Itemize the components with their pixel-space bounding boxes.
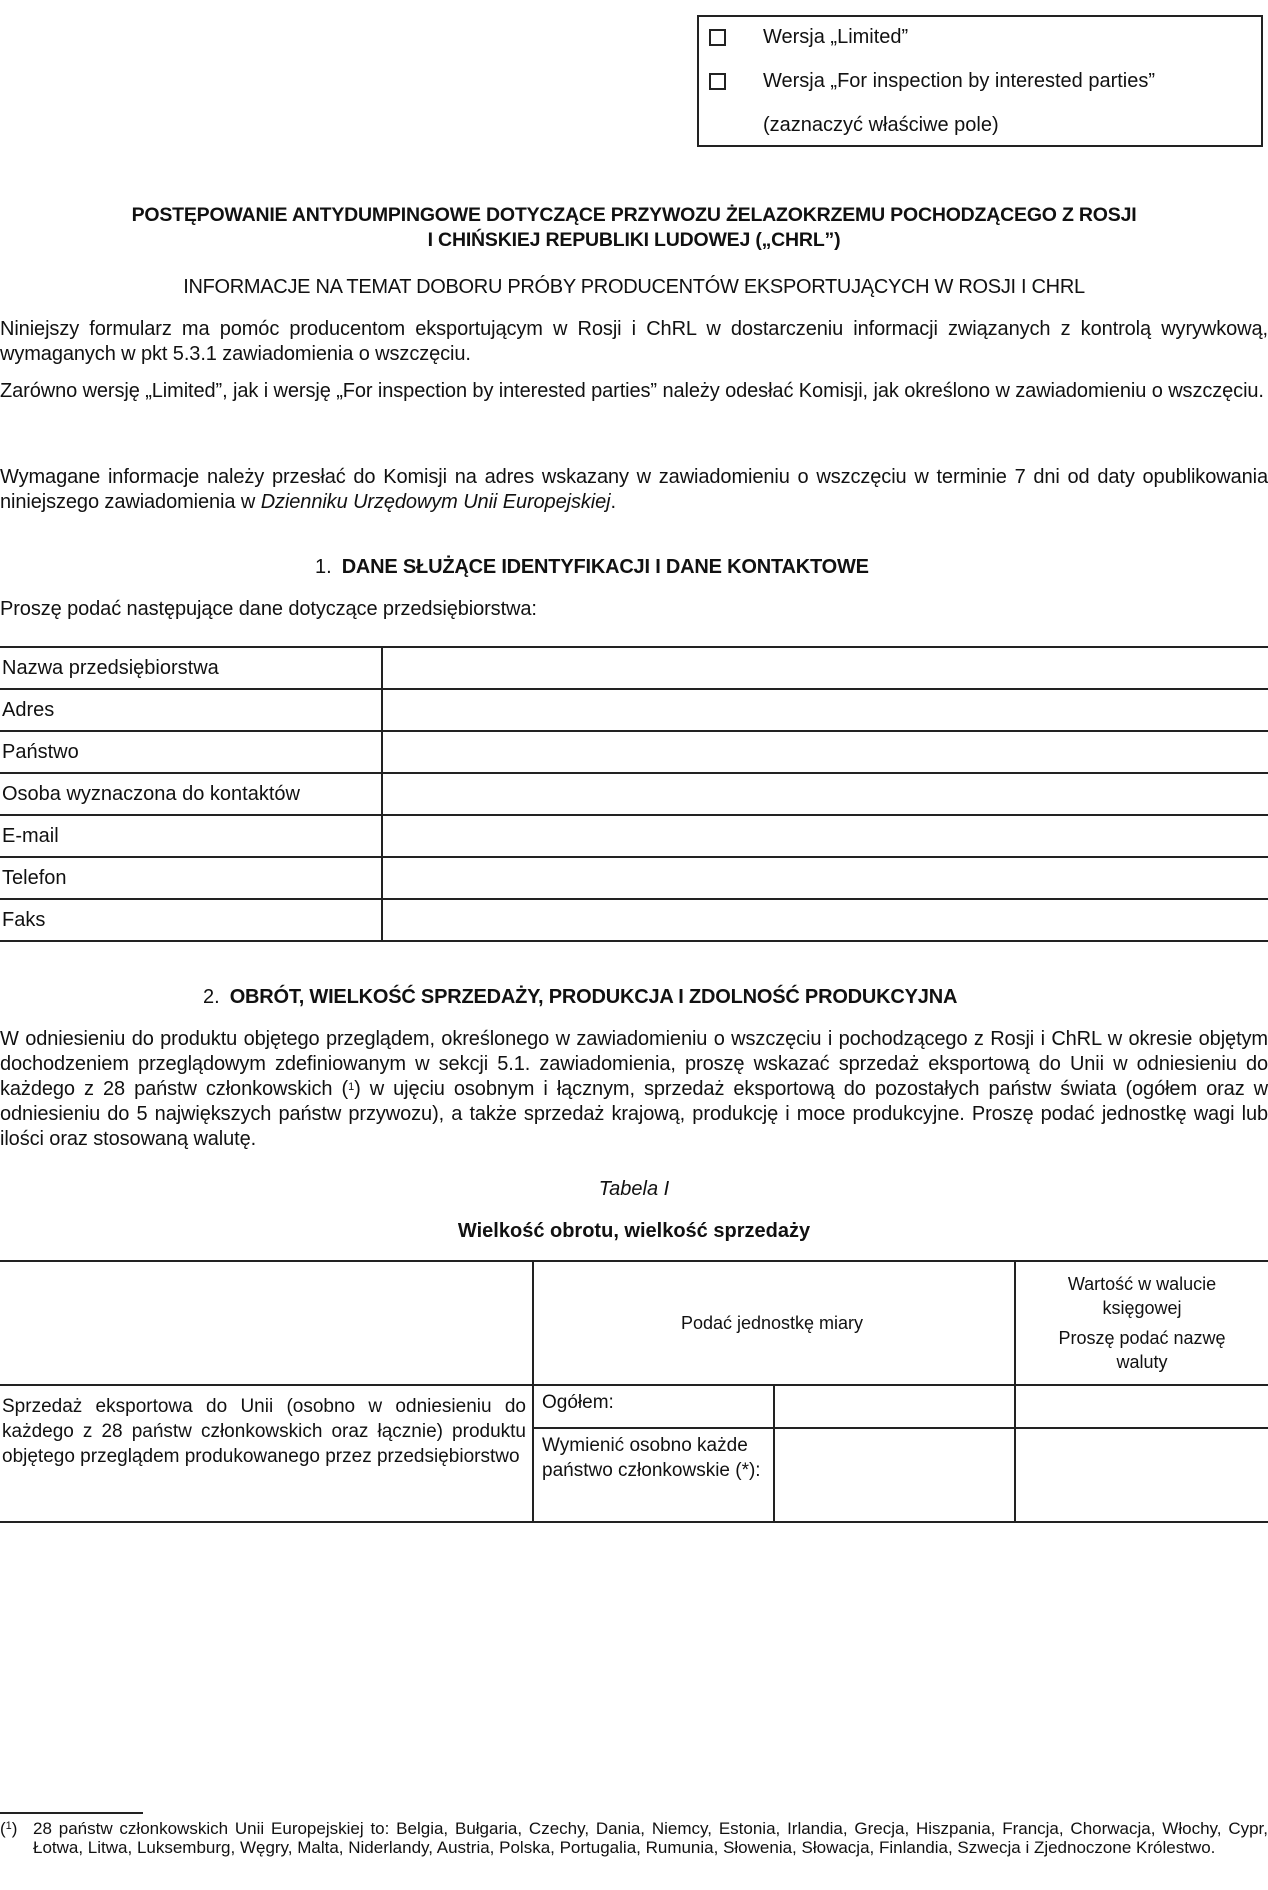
country-field[interactable]: [382, 731, 1268, 773]
document-title: [40, 203, 1228, 253]
table-row: [0, 857, 1268, 899]
checkbox-inspection[interactable]: [709, 73, 726, 90]
footnote-number: 1: [5, 1820, 12, 1832]
contact-person-field[interactable]: [382, 773, 1268, 815]
sales-volume-table: [0, 1260, 1268, 1523]
paragraph-text: Wymagane informacje należy przesłać do Komisji na adres wskazany w zawiadomieniu o wszczęciu w terminie 7 dni od daty opublikowania niniejszego zawiadomienia w: [0, 466, 1268, 513]
version-option-label: Wersja „For inspection by interested parties”: [763, 69, 1156, 92]
phone-field[interactable]: [382, 857, 1268, 899]
instruction-text: (zaznaczyć właściwe pole): [763, 113, 999, 136]
section-title: OBRÓT, WIELKOŚĆ SPRZEDAŻY, PRODUKCJA I ZDOLNOŚĆ PRODUKCYJNA: [229, 986, 958, 1008]
field-label: Państwo: [0, 731, 382, 773]
company-name-field[interactable]: [382, 647, 1268, 689]
table-header-row: [0, 1261, 1268, 1385]
field-label: Telefon: [0, 857, 382, 899]
currency-header: [1015, 1261, 1268, 1385]
section-number: 2.: [203, 986, 220, 1008]
unit-header: Podać jednostkę miary: [533, 1261, 1015, 1385]
intro-paragraph-1: Niniejszy formularz ma pomóc producentom eksportującym w Rosji i ChRL w dostarczeniu informacji związanych z kontrolą wyrywkową, wymaganych w pkt 5.3.1 zawiadomienia o wszczęciu.: [0, 318, 1268, 365]
footnote-separator: [0, 1812, 143, 1814]
total-currency-value-cell[interactable]: [1015, 1385, 1268, 1428]
section-2-heading: [203, 985, 957, 1010]
checkbox-limited[interactable]: [709, 29, 726, 46]
sub-row-label-per-member-state: Wymienić osobno każde państwo członkowskie (*):: [533, 1428, 774, 1522]
table-row: [0, 647, 1268, 689]
section-1-heading: [315, 555, 869, 580]
title-line-1: POSTĘPOWANIE ANTYDUMPINGOWE DOTYCZĄCE PRZYWOZU ŻELAZOKRZEMU POCHODZĄCEGO Z ROSJI: [131, 204, 1137, 226]
title-line-2: I CHIŃSKIEJ REPUBLIKI LUDOWEJ („CHRL”): [427, 229, 841, 251]
paragraph-text: W odniesieniu do produktu objętego przeglądem, określonego w zawiadomieniu o wszczęciu i pochodzącego z Rosji i ChRL w okresie objętym dochodzeniem przeglądowym zdefiniowanym w sekcji 5.1. zawiadomienia, proszę wskazać sprzedaż eksportową do Unii w odniesieniu do każdego z 28 państw członkowskich (: [0, 1028, 1268, 1100]
field-label: Osoba wyznaczona do kontaktów: [0, 773, 382, 815]
footnote-text: 28 państw członkowskich Unii Europejskiej to: Belgia, Bułgaria, Czechy, Dania, Niemcy, Estonia, Irlandia, Grecja, Hiszpania, Francja, Chorwacja, Włochy, Cypr, Łotwa, Litwa, Luksemburg, Węgry, Malta, Niderlandy, Austria, Polska, Portugalia, Rumunia, Słowenia, Słowacja, Finlandia, Szwecja i Zjednoczone Królestwo.: [33, 1819, 1268, 1857]
empty-header-cell: [0, 1261, 533, 1385]
total-unit-value-cell[interactable]: [774, 1385, 1015, 1428]
footnote-mark: ($^1$): [0, 1819, 18, 1838]
company-contact-table: [0, 646, 1268, 942]
footnote-reference[interactable]: 1: [348, 1081, 355, 1093]
section-number: 1.: [315, 556, 332, 578]
sub-row-label-total: Ogółem:: [533, 1385, 774, 1428]
table-title: Wielkość obrotu, wielkość sprzedaży: [457, 1220, 811, 1242]
email-field[interactable]: [382, 815, 1268, 857]
member-state-unit-value-cell[interactable]: [774, 1428, 1015, 1522]
field-label: Adres: [0, 689, 382, 731]
currency-header-line-2: Proszę podać nazwę waluty: [1058, 1328, 1226, 1372]
table-row: [0, 815, 1268, 857]
section-2-paragraph: [0, 1027, 1268, 1152]
intro-paragraph-2: Zarówno wersję „Limited”, jak i wersję „For inspection by interested parties” należy odesłać Komisji, jak określono w zawiadomieniu o wszczęciu.: [0, 380, 1264, 402]
table-number: Tabela I: [598, 1178, 670, 1200]
intro-paragraph-3: [0, 465, 1268, 515]
section-1-instruction: Proszę podać następujące dane dotyczące przedsiębiorstwa:: [0, 598, 537, 620]
field-label: E-mail: [0, 815, 382, 857]
field-label: Nazwa przedsiębiorstwa: [0, 647, 382, 689]
table-row: [0, 1385, 1268, 1428]
version-option-label: Wersja „Limited”: [763, 25, 909, 48]
paragraph-text: .: [610, 491, 616, 513]
field-label: Faks: [0, 899, 382, 941]
version-selection-box: [697, 15, 1263, 147]
address-field[interactable]: [382, 689, 1268, 731]
paragraph-text: ) w ujęciu osobnym i łącznym, sprzedaż eksportową do pozostałych państw świata (ogółem oraz w odniesieniu do 5 największych państw przywozu), a także sprzedaż krajową, produkcję i moce produkcyjne. Proszę podać jednostkę wagi lub ilości oraz stosowaną walutę.: [0, 1078, 1268, 1150]
currency-header-line-1: Wartość w walucie księgowej: [1067, 1274, 1217, 1318]
section-title: DANE SŁUŻĄCE IDENTYFIKACJI I DANE KONTAKTOWE: [341, 556, 869, 578]
journal-name: Dzienniku Urzędowym Unii Europejskiej: [260, 491, 611, 513]
table-row: [0, 731, 1268, 773]
table-row: [0, 773, 1268, 815]
fax-field[interactable]: [382, 899, 1268, 941]
table-row: [0, 689, 1268, 731]
row-label-eu-export-sales: Sprzedaż eksportowa do Unii (osobno w odniesieniu do każdego z 28 państw członkowskich oraz łącznie) produktu objętego przeglądem produkowanego przez przedsiębiorstwo: [0, 1385, 533, 1522]
member-state-currency-value-cell[interactable]: [1015, 1428, 1268, 1522]
table-row: [0, 899, 1268, 941]
document-subtitle: INFORMACJE NA TEMAT DOBORU PRÓBY PRODUCENTÓW EKSPORTUJĄCYCH W ROSJI I CHRL: [183, 276, 1085, 298]
